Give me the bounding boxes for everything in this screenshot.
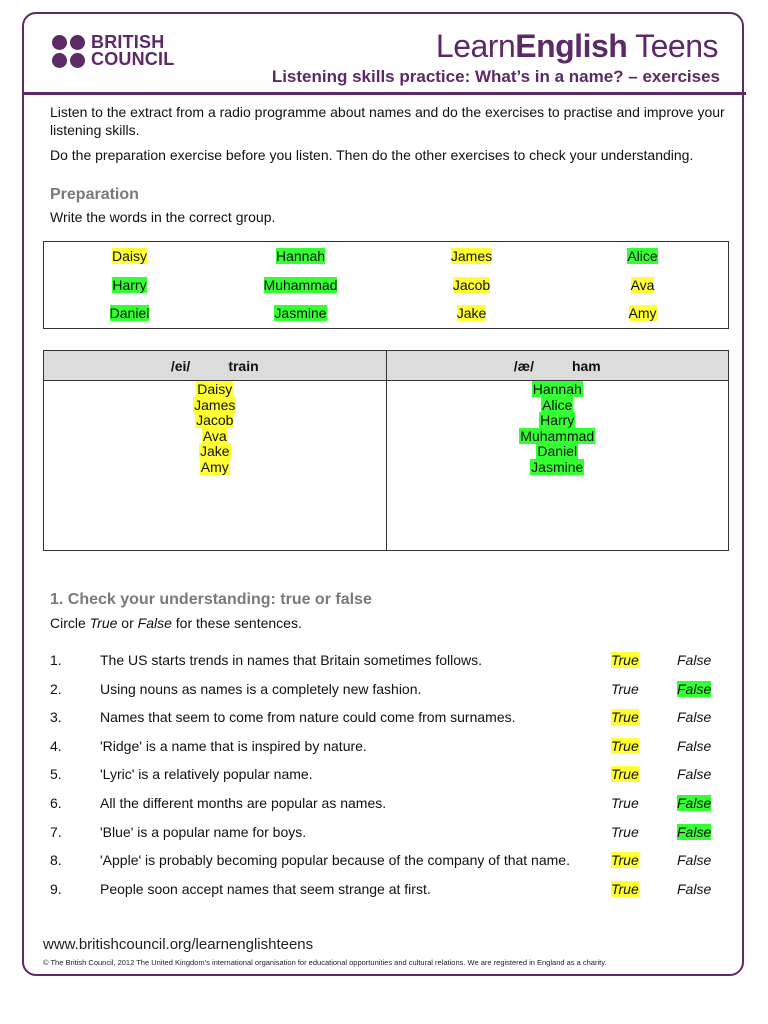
group-word: Alice — [542, 396, 573, 413]
brand-learn: Learn — [435, 28, 516, 64]
preparation-heading: Preparation — [50, 186, 139, 203]
question-statement: 'Ridge' is a name that is inspired by nature. — [100, 737, 367, 754]
group-word: Jacob — [196, 412, 234, 428]
british-council-logo — [52, 34, 174, 68]
sound-group-header — [44, 351, 386, 381]
list-item — [387, 382, 729, 398]
sound-group-list — [387, 381, 729, 475]
word-bank-cell — [215, 277, 386, 306]
word-bank-cell — [44, 277, 215, 306]
true-option[interactable]: True — [611, 766, 639, 783]
question-statement: 'Blue' is a popular name for boys. — [100, 823, 307, 840]
word-bank-word: Daisy — [111, 248, 147, 264]
question-statement: People soon accept names that seem strange at first. — [100, 880, 431, 897]
intro-text — [50, 103, 730, 171]
word-bank — [43, 241, 729, 329]
question-number: 7. — [50, 823, 62, 840]
word-bank-cell — [386, 277, 557, 306]
word-bank-cell — [557, 305, 728, 334]
group-word: James — [194, 396, 236, 413]
sound-group-header — [387, 351, 729, 381]
question-row — [50, 881, 730, 910]
group-word: Hannah — [532, 381, 582, 397]
true-option[interactable]: True — [611, 880, 639, 897]
word-bank-word: Jacob — [452, 276, 491, 293]
group-word: Muhammad — [520, 427, 595, 444]
logo-line2: COUNCIL — [91, 49, 175, 69]
true-option[interactable]: True — [611, 794, 639, 811]
true-option[interactable]: True — [611, 652, 639, 668]
list-item — [44, 398, 386, 414]
word-bank-word: Muhammad — [263, 276, 338, 293]
word-bank-word: Ava — [630, 276, 655, 293]
word-bank-grid — [44, 242, 728, 334]
question-row — [50, 824, 730, 853]
phonetic-symbol: /æ/ — [513, 357, 534, 374]
word-bank-cell — [44, 248, 215, 277]
false-option[interactable]: False — [677, 794, 712, 811]
instr-text: for these sentences. — [171, 615, 302, 631]
false-option[interactable]: False — [677, 852, 712, 869]
false-option[interactable]: False — [677, 766, 712, 783]
question-statement: The US starts trends in names that Britain sometimes follows. — [100, 652, 483, 668]
word-bank-cell — [386, 305, 557, 334]
logo-dots-icon — [52, 35, 85, 68]
word-bank-cell — [215, 248, 386, 277]
question-number: 5. — [50, 766, 62, 783]
group-word: Daniel — [537, 443, 578, 459]
list-item — [44, 460, 386, 476]
instr-text: Circle — [50, 615, 90, 631]
group-word: Jasmine — [531, 458, 584, 475]
question-statement: Names that seem to come from nature could come from surnames. — [100, 709, 516, 726]
list-item — [387, 444, 729, 460]
word-bank-cell — [44, 305, 215, 334]
question-number: 3. — [50, 709, 62, 726]
question-statement: Using nouns as names is a completely new fashion. — [100, 680, 422, 697]
sound-group-list — [44, 381, 386, 475]
word-bank-cell — [557, 277, 728, 306]
true-option[interactable]: True — [611, 852, 639, 869]
question-row — [50, 652, 730, 681]
question-number: 1. — [50, 652, 62, 668]
instr-text: or — [117, 615, 138, 631]
exercise1-instruction — [50, 615, 302, 631]
list-item — [387, 429, 729, 445]
word-bank-word: Jake — [456, 305, 487, 321]
word-bank-cell — [557, 248, 728, 277]
sound-group-ae — [386, 351, 729, 550]
word-bank-word: Harry — [112, 276, 147, 293]
word-bank-word: James — [450, 248, 493, 264]
word-bank-word: Jasmine — [274, 305, 327, 321]
false-option[interactable]: False — [677, 709, 712, 726]
list-item — [387, 398, 729, 414]
group-word: Daisy — [197, 381, 233, 397]
question-number: 4. — [50, 737, 62, 754]
word-bank-cell — [215, 305, 386, 334]
true-false-list — [50, 652, 730, 909]
question-statement: 'Lyric' is a relatively popular name. — [100, 766, 313, 783]
question-row — [50, 766, 730, 795]
group-word: Ava — [202, 427, 227, 444]
brand-english: English — [515, 28, 628, 64]
word-bank-word: Amy — [628, 305, 657, 321]
word-bank-word: Daniel — [109, 305, 150, 321]
true-option[interactable]: True — [611, 680, 639, 697]
sound-group-ei — [44, 351, 386, 550]
question-number: 9. — [50, 880, 62, 897]
group-word: Harry — [540, 412, 575, 428]
group-word: Jake — [199, 443, 230, 459]
phonetic-symbol: /ei/ — [170, 357, 191, 374]
question-row — [50, 709, 730, 738]
exercise1-heading: 1. Check your understanding: true or false — [50, 591, 372, 608]
true-option[interactable]: True — [611, 709, 639, 726]
brand-teens: Teens — [627, 28, 718, 64]
logo-text — [91, 34, 174, 68]
question-statement: All the different months are popular as names. — [100, 794, 387, 811]
example-word: ham — [571, 357, 601, 374]
word-bank-cell — [386, 248, 557, 277]
false-option[interactable]: False — [677, 680, 712, 697]
footer-copyright: © The British Council, 2012 The United Kingdom’s international organisation for educational opportunities and cultural relations. We are registered in England as a charity. — [43, 958, 607, 967]
false-option[interactable]: False — [677, 880, 712, 897]
question-number: 8. — [50, 852, 62, 869]
word-bank-word: Hannah — [275, 248, 326, 264]
group-word: Amy — [200, 458, 229, 475]
list-item — [387, 460, 729, 476]
intro-paragraph: Do the preparation exercise before you listen. Then do the other exercises to check your understanding. — [50, 147, 694, 163]
question-statement: 'Apple' is probably becoming popular because of the company of that name. — [100, 852, 570, 869]
question-number: 6. — [50, 794, 62, 811]
instr-false: False — [137, 615, 172, 631]
false-option[interactable]: False — [677, 737, 712, 754]
question-row — [50, 681, 730, 710]
header-rule — [22, 92, 746, 95]
list-item — [44, 429, 386, 445]
example-word: train — [228, 357, 259, 374]
logo-line1: BRITISH — [91, 32, 165, 52]
sound-groups-table — [43, 350, 729, 551]
list-item — [44, 382, 386, 398]
question-number: 2. — [50, 680, 62, 697]
learnenglish-teens-brand — [436, 28, 718, 65]
false-option[interactable]: False — [677, 823, 712, 840]
question-row — [50, 852, 730, 881]
footer-url[interactable]: www.britishcouncil.org/learnenglishteens — [43, 936, 314, 953]
page-title: Listening skills practice: What’s in a name? – exercises — [271, 67, 720, 86]
word-bank-word: Alice — [627, 248, 658, 264]
false-option[interactable]: False — [677, 652, 712, 668]
intro-paragraph: Listen to the extract from a radio programme about names and do the exercises to practise and improve your listening skills. — [50, 104, 725, 138]
list-item — [387, 413, 729, 429]
question-row — [50, 795, 730, 824]
instr-true: True — [89, 615, 118, 631]
question-row — [50, 738, 730, 767]
true-option[interactable]: True — [611, 823, 639, 840]
list-item — [44, 444, 386, 460]
preparation-instruction: Write the words in the correct group. — [50, 209, 276, 225]
list-item — [44, 413, 386, 429]
true-option[interactable]: True — [611, 737, 639, 754]
